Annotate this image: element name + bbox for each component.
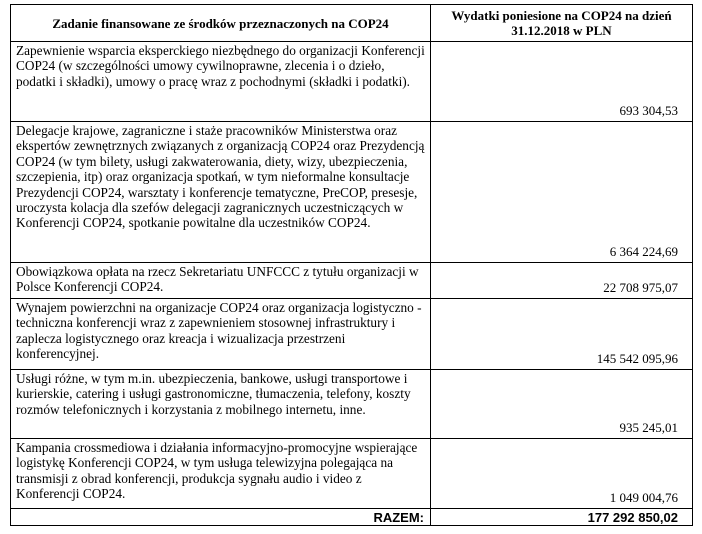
row-amount: 22 708 975,07	[431, 263, 693, 299]
row-description: Wynajem powierzchni na organizacje COP24 oraz organizacja logistyczno - techniczna konferencji wraz z zapewnieniem stosownej infrastruktury i zaplecza logistycznego oraz kreacja i wizualizacja przestrzeni konferencyjnej.	[11, 299, 431, 370]
row-amount: 6 364 224,69	[431, 122, 693, 263]
row-description: Kampania crossmediowa i działania informacyjno-promocyjne wspierające logistykę Konferencji COP24, w tym usługa telewizyjna polegająca na transmisji z obrad konferencji, produkcja sygnału audio i video z Konferencji COP24.	[11, 439, 431, 509]
table-row	[11, 263, 693, 299]
table-header-row	[11, 5, 693, 42]
table-row	[11, 370, 693, 439]
row-amount: 1 049 004,76	[431, 439, 693, 509]
total-row	[11, 509, 693, 526]
table-row	[11, 439, 693, 509]
row-description: Delegacje krajowe, zagraniczne i staże pracowników Ministerstwa oraz ekspertów zewnętrznych związanych z organizacją COP24 oraz Prezydencją COP24 (w tym bilety, usługi zakwaterowania, diety, wizy, ubezpieczenia, szczepienia, itp) oraz organizacja spotkań, w tym nieformalne konsultacje Prezydencji COP24, warsztaty i konferencje tematyczne, PreCOP, presesje, uroczysta kolacja dla szefów delegacji zagranicznych uczestniczących w Konferencji COP24, spotkanie powitalne dla uczestników COP24.	[11, 122, 431, 263]
table-row	[11, 299, 693, 370]
table-row	[11, 42, 693, 122]
row-amount: 145 542 095,96	[431, 299, 693, 370]
row-description: Zapewnienie wsparcia eksperckiego niezbędnego do organizacji Konferencji COP24 (w szczególności umowy cywilnoprawne, zlecenia i o dzieło, podatki i składki), umowy o pracę wraz z pochodnymi (składki i podatki).	[11, 42, 431, 122]
total-label: RAZEM:	[11, 509, 431, 526]
row-description: Obowiązkowa opłata na rzecz Sekretariatu UNFCCC z tytułu organizacji w Polsce Konferencji COP24.	[11, 263, 431, 299]
row-amount: 693 304,53	[431, 42, 693, 122]
row-amount: 935 245,01	[431, 370, 693, 439]
header-expenses: Wydatki poniesione na COP24 na dzień 31.12.2018 w PLN	[431, 5, 693, 42]
row-description: Usługi różne, w tym m.in. ubezpieczenia, bankowe, usługi transportowe i kurierskie, catering i usługi gastronomiczne, tłumaczenia, telefony, koszty rozmów telefonicznych i korzystania z mobilnego internetu, inne.	[11, 370, 431, 439]
total-value: 177 292 850,02	[431, 509, 693, 526]
cop24-expenses-table	[10, 4, 693, 526]
header-task: Zadanie finansowane ze środków przeznaczonych na COP24	[11, 5, 431, 42]
table-row	[11, 122, 693, 263]
